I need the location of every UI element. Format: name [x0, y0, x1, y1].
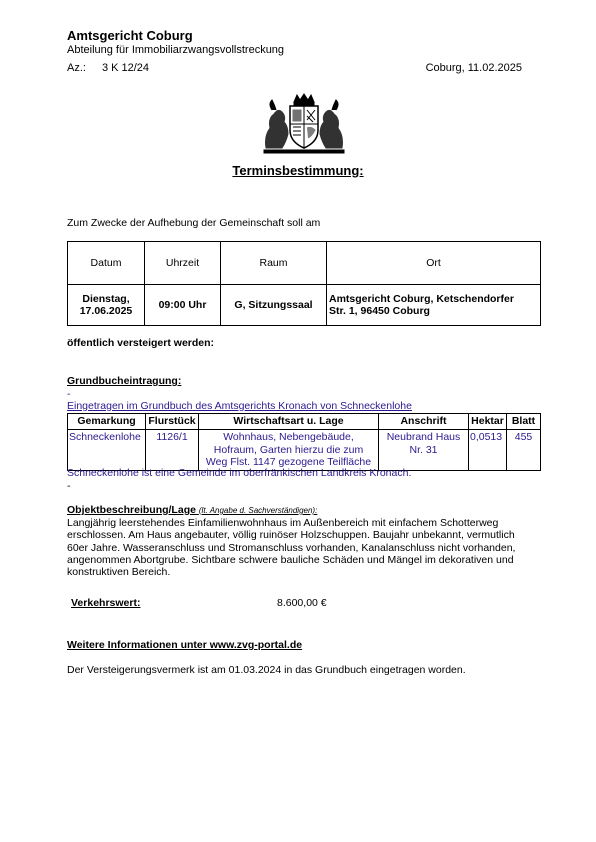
objekt-description	[67, 517, 537, 578]
objekt-heading	[67, 504, 317, 516]
header-hektar: Hektar	[469, 414, 507, 430]
az-label: Az.:	[67, 62, 86, 74]
header-gemarkung: Gemarkung	[68, 414, 146, 430]
value-wirtschaftsart	[199, 430, 379, 471]
coat-of-arms-icon	[262, 92, 346, 154]
info-link[interactable]: Weitere Informationen unter www.zvg-portal.de	[67, 639, 303, 651]
grundbuch-table	[67, 413, 541, 471]
header-raum: Raum	[221, 242, 327, 285]
objekt-line: Langjährig leerstehendes Einfamilienwohnhaus im Außenbereich mit einfachem Schotterweg	[67, 517, 499, 529]
header-blatt: Blatt	[507, 414, 541, 430]
header-anschrift: Anschrift	[379, 414, 469, 430]
value-raum: G, Sitzungssaal	[221, 285, 327, 326]
az-number: 3 K 12/24	[101, 62, 150, 74]
anschrift-line2: Nr. 31	[409, 443, 438, 456]
objekt-line: erschlossen. Am Haus angebauter, völlig ruinöser Holzschuppen. Baujahr unbekannt, vermutlich	[67, 529, 515, 542]
objekt-line: angenommen Abortgrube. Sichtbare schwere bauliche Schäden und Mängel im dekorativen und	[67, 553, 514, 566]
value-datum	[68, 285, 145, 326]
verkehrswert-value: 8.600,00 €	[277, 597, 327, 609]
header-flurstueck: Flurstück	[146, 414, 199, 430]
grundbuch-heading: Grundbucheintragung:	[67, 375, 182, 387]
file-reference	[67, 62, 149, 74]
termin-value-row	[68, 285, 541, 326]
value-uhrzeit: 09:00 Uhr	[145, 285, 221, 326]
header-wirtschaftsart: Wirtschaftsart u. Lage	[199, 414, 379, 430]
wirtschaft-line1: Wohnhaus, Nebengebäude,	[223, 431, 354, 443]
ort-line1: Amtsgericht Coburg, Ketschendorfer	[329, 293, 514, 305]
termin-table	[67, 241, 541, 326]
datum-date: 17.06.2025	[79, 305, 133, 317]
intro-text: Zum Zwecke der Aufhebung der Gemeinschaft soll am	[67, 217, 321, 229]
value-ort	[327, 285, 541, 326]
wirtschaft-line2: Hofraum, Garten hierzu die zum	[213, 443, 364, 456]
wirtschaft-line3: Weg Flst. 1147 gezogene Teilfläche	[205, 456, 372, 468]
page-title: Terminsbestimmung:	[232, 163, 364, 178]
court-name: Amtsgericht Coburg	[67, 28, 193, 43]
termin-header-row	[68, 242, 541, 285]
objekt-line: 60er Jahre. Wasseranschluss und Stromanschluss vorhanden, Kanalanschluss nicht vorhanden,	[67, 541, 516, 554]
department: Abteilung für Immobiliarzwangsvollstreckung	[67, 44, 285, 56]
grundbuch-dash: -	[67, 388, 71, 400]
header-datum: Datum	[68, 242, 145, 285]
grundbuch-header-row	[68, 414, 541, 430]
versteigert-text: öffentlich versteigert werden:	[67, 337, 215, 349]
value-blatt: 455	[507, 430, 541, 471]
ort-line2: Str. 1, 96450 Coburg	[329, 305, 430, 317]
place-date: Coburg, 11.02.2025	[425, 62, 522, 74]
grundbuch-row	[68, 430, 541, 471]
grundbuch-note: Schneckenlohe ist eine Gemeinde im oberfränkischen Landkreis Kronach.	[67, 467, 412, 479]
grundbuch-dash-2: -	[67, 480, 71, 492]
verkehrswert-label: Verkehrswert:	[71, 597, 141, 609]
grundbuch-eingetragen: Eingetragen im Grundbuch des Amtsgerichts Kronach von Schneckenlohe	[67, 400, 412, 412]
objekt-heading-text: Objektbeschreibung/Lage	[67, 504, 196, 516]
value-anschrift	[379, 430, 469, 471]
header-ort: Ort	[327, 242, 541, 285]
versteigerungsvermerk: Der Versteigerungsvermerk ist am 01.03.2024 in das Grundbuch eingetragen worden.	[67, 664, 466, 676]
objekt-line: konstruktiven Bereich.	[67, 566, 171, 579]
value-flurstueck: 1126/1	[146, 430, 199, 471]
anschrift-line1: Neubrand Haus	[386, 431, 461, 443]
value-hektar: 0,0513	[469, 430, 507, 471]
objekt-heading-note: (lt. Angabe d. Sachverständigen):	[198, 506, 318, 515]
datum-weekday: Dienstag,	[82, 293, 130, 305]
header-uhrzeit: Uhrzeit	[145, 242, 221, 285]
value-gemarkung: Schneckenlohe	[68, 430, 146, 471]
